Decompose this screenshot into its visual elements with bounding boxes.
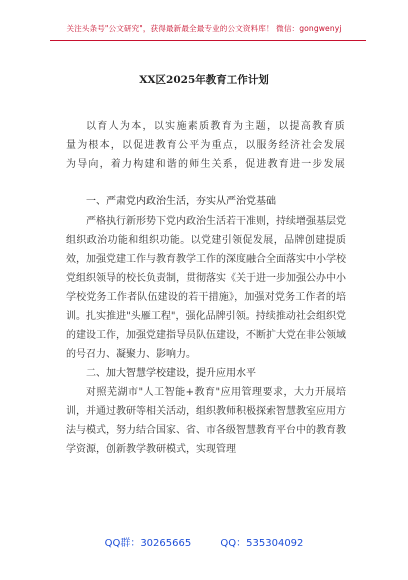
section-1-paragraph: 严格执行新形势下党内政治生活若干准则，持续增强基层党组织政治功能和组织功能。以党建引领促发展，品牌创建提质效，加强党建工作与教育教学工作的深度融合全面落实中小学校党组织领导的校长负责制，贯彻落实《关于进一步加强公办中小学校党务工作者队伍建设的若干措施》，加强对党务工作者的培训。扎实推进"头雁工程"，强化品牌引领。持续推动社会组织党的建设工作，加强党建指导员队伍建设，不断扩大党在非公领域的号召力、凝聚力、影响力。: [66, 216, 346, 360]
section-2-paragraph: 对照芜湖市"人工智能+教育"应用管理要求，大力开展培训，并通过教研等相关活动，组织教师积极探索智慧教室应用方法与模式，努力结合国家、省、市各级智慧教育平台中的教育教学资源，创新教学教研模式，实现管理: [66, 387, 346, 455]
document-title: XX区2025年教育工作计划: [139, 74, 269, 86]
footer-qq-group: QQ群：30265665: [104, 538, 192, 549]
header-divider: [50, 40, 366, 41]
header-banner: 关注头条号"公文研究"，获得最新最全最专业的公文资料库！ 微信：gongwenyj: [66, 24, 342, 33]
footer-qq: QQ：535304092: [220, 538, 304, 549]
footer-contact: [0, 534, 408, 549]
intro-paragraph: 以育人为本，以实施素质教育为主题，以提高教育质量为根本，以促进教育公平为重点，以服务经济社会发展为导向，着力构建和谐的师生关系，促进教育进一步发展: [66, 121, 346, 170]
section-2-heading: 二、加大智慧学校建设，提升应用水平: [86, 368, 256, 379]
document-body: [66, 117, 346, 459]
section-1-heading: 一、严肃党内政治生活，夯实从严治党基础: [86, 196, 276, 207]
